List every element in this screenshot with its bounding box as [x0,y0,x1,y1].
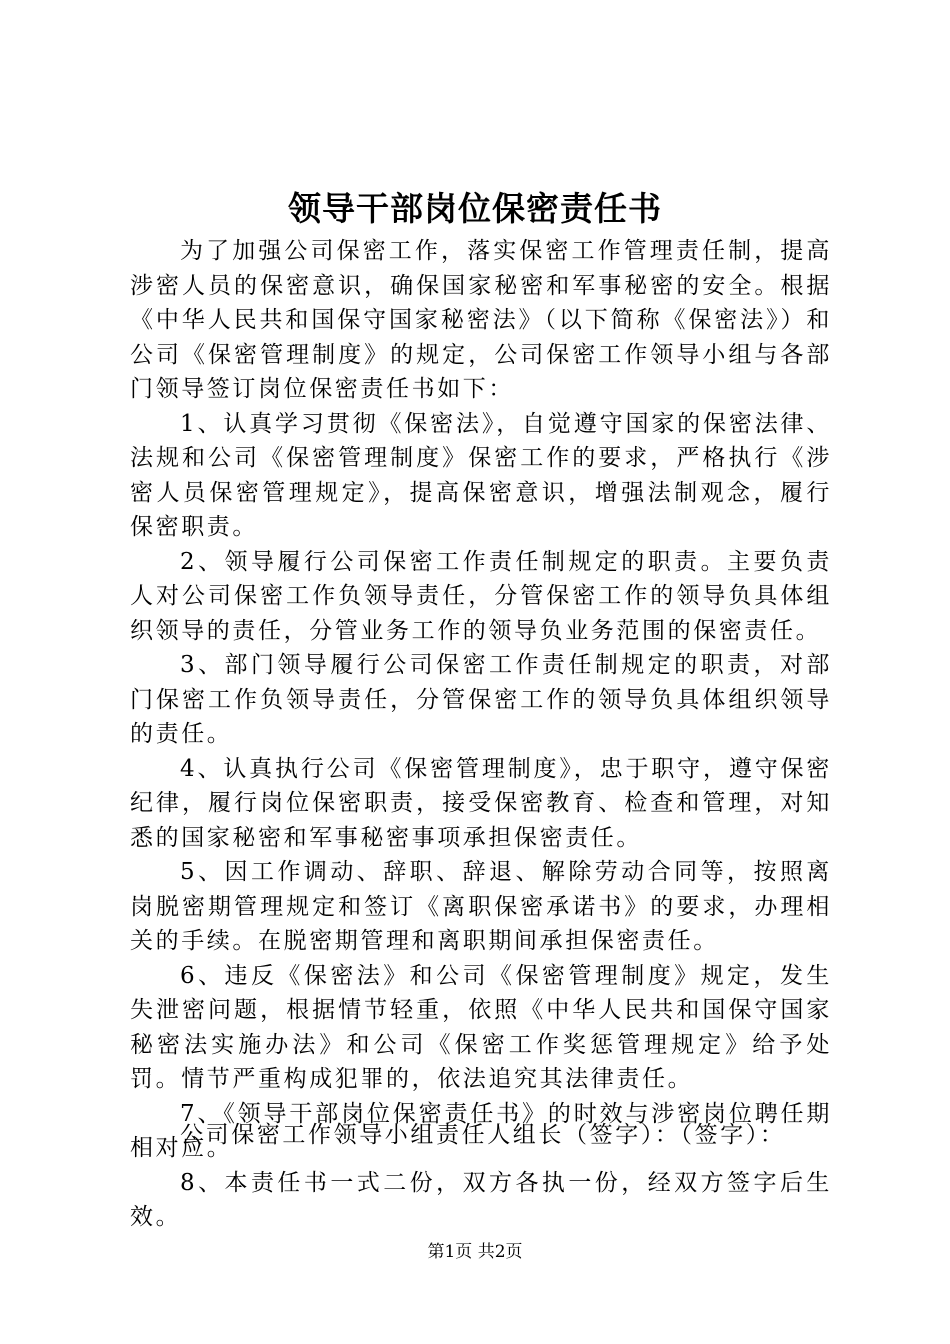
clause-5: 5、因工作调动、辞职、辞退、解除劳动合同等，按照离岗脱密期管理规定和签订《离职保密承诺书》的要求，办理相关的手续。在脱密期管理和离职期间承担保密责任。 [130,859,832,954]
clause-4: 4、认真执行公司《保密管理制度》，忠于职守，遵守保密纪律，履行岗位保密职责，接受保密教育、检查和管理，对知悉的国家秘密和军事秘密事项承担保密责任。 [130,755,832,851]
clause-2: 2、领导履行公司保密工作责任制规定的职责。主要负责人对公司保密工作负领导责任，分管保密工作的领导负具体组织领导的责任，分管业务工作的领导负业务范围的保密责任。 [130,548,832,644]
clause-1: 1、认真学习贯彻《保密法》，自觉遵守国家的保密法律、法规和公司《保密管理制度》保密工作的要求，严格执行《涉密人员保密管理规定》，提高保密意识，增强法制观念，履行保密职责。 [130,410,832,540]
clause-3: 3、部门领导履行公司保密工作责任制规定的职责，对部门保密工作负领导责任，分管保密工作的领导负具体组织领导的责任。 [130,652,832,747]
clause-7: 7、《领导干部岗位保密责任书》的时效与涉密岗位聘任期相对应。 [130,1100,832,1161]
clause-6: 6、违反《保密法》和公司《保密管理制度》规定，发生失泄密问题，根据情节轻重，依照《中华人民共和国保守国家秘密法实施办法》和公司《保密工作奖惩管理规定》给予处罚。情节严重构成犯罪的，依法追究其法律责任。 [130,962,832,1092]
document-title: 领导干部岗位保密责任书 [288,189,662,228]
clause-8: 8、本责任书一式二份，双方各执一份，经双方签字后生效。 [130,1169,832,1230]
signature-line: 公司保密工作领导小组责任人组长（签字）：（签字）： [180,1122,786,1148]
page-footer: 第1页 共2页 [427,1242,523,1262]
document-body [130,234,832,1235]
intro-paragraph: 为了加强公司保密工作，落实保密工作管理责任制，提高涉密人员的保密意识，确保国家秘密和军事秘密的安全。根据《中华人民共和国保守国家秘密法》（以下简称《保密法》）和公司《保密管理制度》的规定，公司保密工作领导小组与各部门领导签订岗位保密责任书如下： [130,238,832,402]
